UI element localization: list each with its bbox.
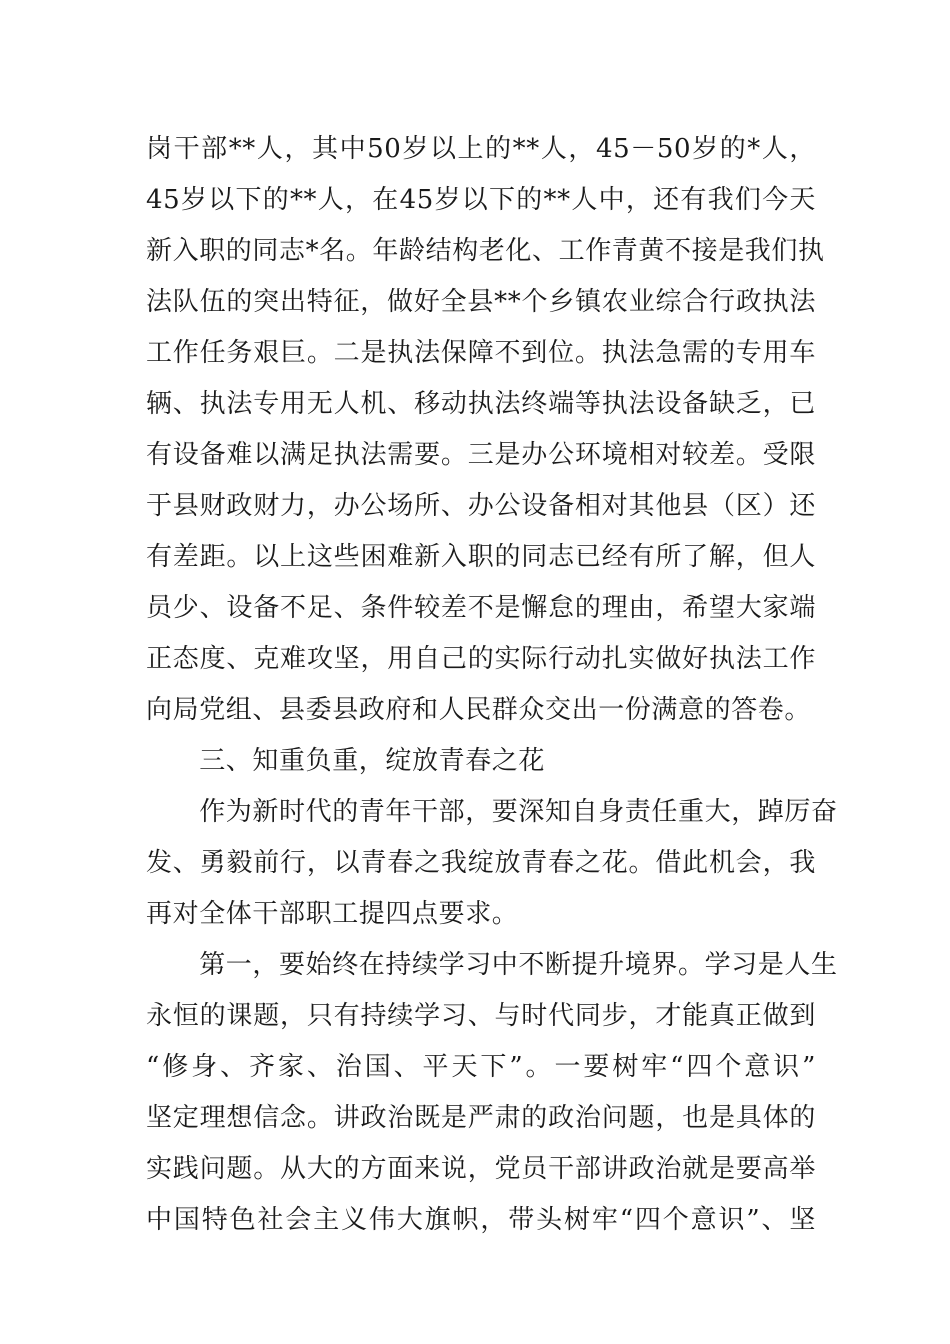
text-line: “修身、齐家、治国、平天下”。一要树牢“四个意识” xyxy=(146,1052,816,1082)
text-line: 于县财政财力，办公场所、办公设备相对其他县（区）还 xyxy=(146,491,816,521)
text-line: 发、勇毅前行，以青春之我绽放青春之花。借此机会，我 xyxy=(146,848,816,878)
text-line: 中国特色社会主义伟大旗帜，带头树牢“四个意识”、坚 xyxy=(146,1205,816,1235)
body-text xyxy=(146,124,838,1246)
text-line: 有设备难以满足执法需要。三是办公环境相对较差。受限 xyxy=(146,440,816,470)
section-heading: 三、知重负重，绽放青春之花 xyxy=(146,746,546,776)
text-line: 作为新时代的青年干部，要深知自身责任重大，踔厉奋 xyxy=(146,797,838,827)
paragraph-end-line: 向局党组、县委县政府和人民群众交出一份满意的答卷。 xyxy=(146,695,812,725)
paragraph-end-line: 再对全体干部职工提四点要求。 xyxy=(146,899,519,929)
text-line: 正态度、克难攻坚，用自己的实际行动扎实做好执法工作 xyxy=(146,644,816,674)
text-line: 第一，要始终在持续学习中不断提升境界。学习是人生 xyxy=(146,950,838,980)
text-line: 员少、设备不足、条件较差不是懈怠的理由，希望大家端 xyxy=(146,593,816,623)
text-line: 有差距。以上这些困难新入职的同志已经有所了解，但人 xyxy=(146,542,816,572)
text-line: 辆、执法专用无人机、移动执法终端等执法设备缺乏，已 xyxy=(146,389,816,419)
text-line: 实践问题。从大的方面来说，党员干部讲政治就是要高举 xyxy=(146,1154,816,1184)
text-line: 工作任务艰巨。二是执法保障不到位。执法急需的专用车 xyxy=(146,338,816,368)
text-line: 法队伍的突出特征，做好全县**个乡镇农业综合行政执法 xyxy=(146,287,816,317)
text-line: 永恒的课题，只有持续学习、与时代同步，才能真正做到 xyxy=(146,1001,816,1031)
text-line: 坚定理想信念。讲政治既是严肃的政治问题，也是具体的 xyxy=(146,1103,816,1133)
text-line: 新入职的同志*名。年龄结构老化、工作青黄不接是我们执 xyxy=(146,236,825,266)
text-line: 45岁以下的**人，在45岁以下的**人中，还有我们今天 xyxy=(146,185,816,215)
text-line: 岗干部**人，其中50岁以上的**人，45－50岁的*人， xyxy=(146,134,816,164)
